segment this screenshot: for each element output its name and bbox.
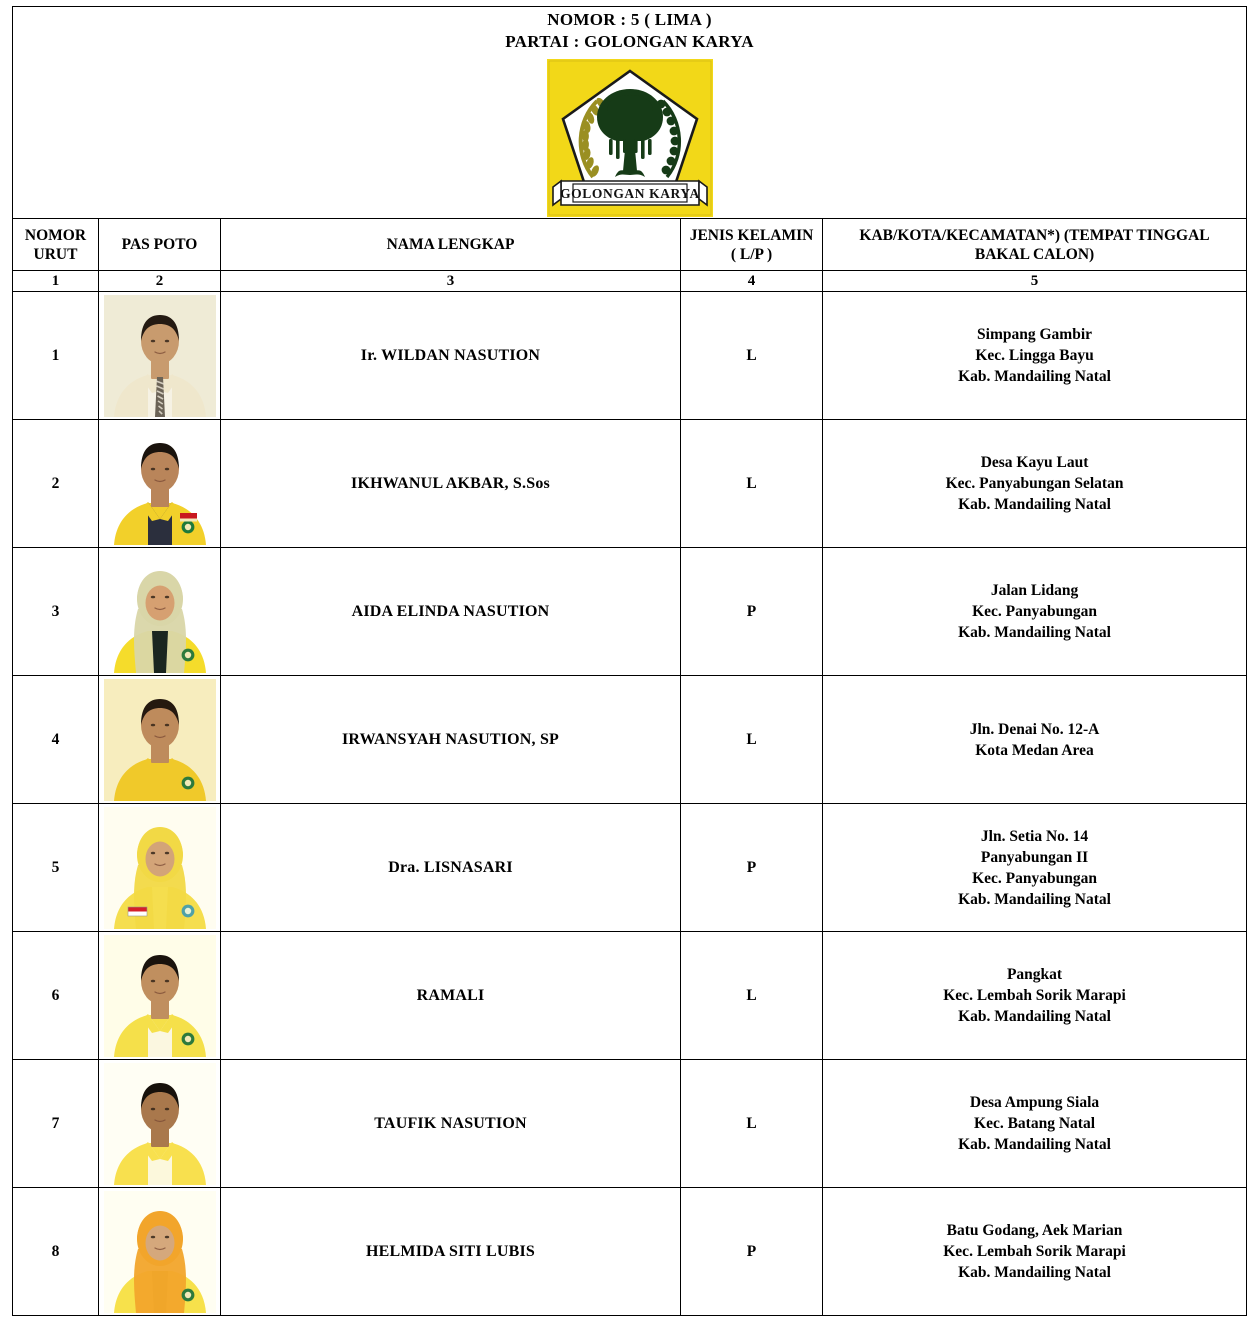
row-candidate-name: HELMIDA SITI LUBIS (221, 1188, 681, 1316)
row-photo-cell (99, 420, 221, 548)
row-photo-cell (99, 932, 221, 1060)
row-photo-cell (99, 1188, 221, 1316)
address-line: Kab. Mandailing Natal (958, 1136, 1111, 1153)
candidate-photo (104, 295, 216, 417)
row-address (823, 676, 1247, 804)
candidate-photo-3 (104, 551, 216, 673)
candidate-photo (104, 1063, 216, 1185)
row-photo-cell (99, 292, 221, 420)
row-number: 5 (13, 804, 99, 932)
address-line: Kab. Mandailing Natal (958, 624, 1111, 641)
address-line: Kab. Mandailing Natal (958, 1264, 1111, 1281)
row-number: 2 (13, 420, 99, 548)
address-line: Kec. Lembah Sorik Marapi (943, 1243, 1126, 1260)
address-line: Kec. Panyabungan Selatan (945, 475, 1124, 492)
row-number: 6 (13, 932, 99, 1060)
candidate-list-table (12, 6, 1247, 1316)
row-candidate-name: TAUFIK NASUTION (221, 1060, 681, 1188)
row-candidate-name: IRWANSYAH NASUTION, SP (221, 676, 681, 804)
table-column-number-row (13, 271, 1247, 292)
table-row (13, 1188, 1247, 1316)
row-candidate-name: Ir. WILDAN NASUTION (221, 292, 681, 420)
column-header-kab-kota-line1: KAB/KOTA/KECAMATAN*) (TEMPAT TINGGAL (859, 226, 1210, 244)
row-photo-cell (99, 548, 221, 676)
table-row (13, 548, 1247, 676)
address-line: Kec. Batang Natal (974, 1115, 1096, 1132)
address-line: Jln. Denai No. 12-A (969, 720, 1100, 738)
address-line: Kab. Mandailing Natal (958, 1008, 1111, 1025)
candidate-photo-6 (104, 935, 216, 1057)
row-number: 7 (13, 1060, 99, 1188)
address-line: Kab. Mandailing Natal (958, 368, 1111, 385)
column-header-kab-kota-kecamatan (823, 219, 1247, 271)
column-header-nomor-urut (13, 219, 99, 271)
column-header-jenis-kelamin (681, 219, 823, 271)
row-gender: P (681, 548, 823, 676)
column-header-jenis-kelamin-line1: JENIS KELAMIN (689, 226, 814, 244)
row-candidate-name: IKHWANUL AKBAR, S.Sos (221, 420, 681, 548)
candidate-photo-4 (104, 679, 216, 801)
table-row (13, 804, 1247, 932)
candidate-photo (104, 679, 216, 801)
table-row (13, 676, 1247, 804)
party-name-title: PARTAI : GOLONGAN KARYA (505, 31, 754, 51)
row-gender: P (681, 804, 823, 932)
row-gender: L (681, 1060, 823, 1188)
row-candidate-name: Dra. LISNASARI (221, 804, 681, 932)
candidate-photo (104, 423, 216, 545)
address-line: Simpang Gambir (977, 326, 1093, 343)
row-photo-cell (99, 804, 221, 932)
column-number-2: 2 (99, 271, 221, 292)
candidate-photo (104, 1191, 216, 1313)
table-row (13, 932, 1247, 1060)
golkar-logo-svg (547, 59, 713, 217)
row-address (823, 292, 1247, 420)
candidate-photo-8 (104, 1191, 216, 1313)
candidate-photo-7 (104, 1063, 216, 1185)
row-number: 1 (13, 292, 99, 420)
candidate-photo (104, 807, 216, 929)
row-candidate-name: RAMALI (221, 932, 681, 1060)
column-header-pas-poto: PAS POTO (99, 219, 221, 271)
address-line: Kec. Lingga Bayu (975, 347, 1094, 364)
column-header-nomor-urut-line2: URUT (33, 245, 78, 263)
party-number-title: NOMOR : 5 ( LIMA ) (547, 9, 712, 29)
row-address (823, 1188, 1247, 1316)
address-line: Kab. Mandailing Natal (958, 496, 1111, 513)
row-address (823, 1060, 1247, 1188)
row-photo-cell (99, 676, 221, 804)
row-gender: L (681, 292, 823, 420)
logo-banner (553, 181, 707, 205)
address-line: Jln. Setia No. 14 (980, 827, 1089, 845)
column-number-5: 5 (823, 271, 1247, 292)
row-number: 4 (13, 676, 99, 804)
table-row (13, 420, 1247, 548)
address-line: Kec. Panyabungan (972, 603, 1097, 620)
column-number-3: 3 (221, 271, 681, 292)
row-gender: P (681, 1188, 823, 1316)
candidate-photo-1 (104, 295, 216, 417)
column-header-nama-lengkap: NAMA LENGKAP (221, 219, 681, 271)
row-gender: L (681, 420, 823, 548)
address-line: Batu Godang, Aek Marian (946, 1222, 1123, 1239)
address-line: Kec. Lembah Sorik Marapi (943, 987, 1126, 1004)
address-line: Panyabungan II (980, 848, 1089, 866)
address-line: Desa Kayu Laut (980, 454, 1089, 471)
table-row (13, 1060, 1247, 1188)
column-header-kab-kota-line2: BAKAL CALON) (974, 245, 1095, 263)
logo-banner-text: GOLONGAN KARYA (559, 185, 700, 201)
candidate-photo (104, 551, 216, 673)
row-address (823, 420, 1247, 548)
address-line: Kota Medan Area (975, 741, 1094, 759)
row-candidate-name: AIDA ELINDA NASUTION (221, 548, 681, 676)
table-row (13, 292, 1247, 420)
table-header-row (13, 219, 1247, 271)
column-number-4: 4 (681, 271, 823, 292)
address-line: Jalan Lidang (990, 582, 1079, 599)
address-line: Kab. Mandailing Natal (958, 890, 1111, 908)
row-gender: L (681, 932, 823, 1060)
document-header-row (13, 7, 1247, 219)
column-header-jenis-kelamin-line2: ( L/P ) (730, 245, 773, 263)
column-number-1: 1 (13, 271, 99, 292)
candidate-photo-5 (104, 807, 216, 929)
candidate-photo-2 (104, 423, 216, 545)
row-number: 3 (13, 548, 99, 676)
row-photo-cell (99, 1060, 221, 1188)
row-address (823, 932, 1247, 1060)
golkar-party-logo (547, 59, 713, 217)
document-header-cell (13, 7, 1247, 219)
column-header-nomor-urut-line1: NOMOR (24, 226, 87, 244)
row-number: 8 (13, 1188, 99, 1316)
address-line: Pangkat (1006, 966, 1063, 983)
candidate-photo (104, 935, 216, 1057)
address-line: Kec. Panyabungan (972, 869, 1097, 887)
address-line: Desa Ampung Siala (969, 1094, 1100, 1111)
row-address (823, 804, 1247, 932)
row-gender: L (681, 676, 823, 804)
row-address (823, 548, 1247, 676)
